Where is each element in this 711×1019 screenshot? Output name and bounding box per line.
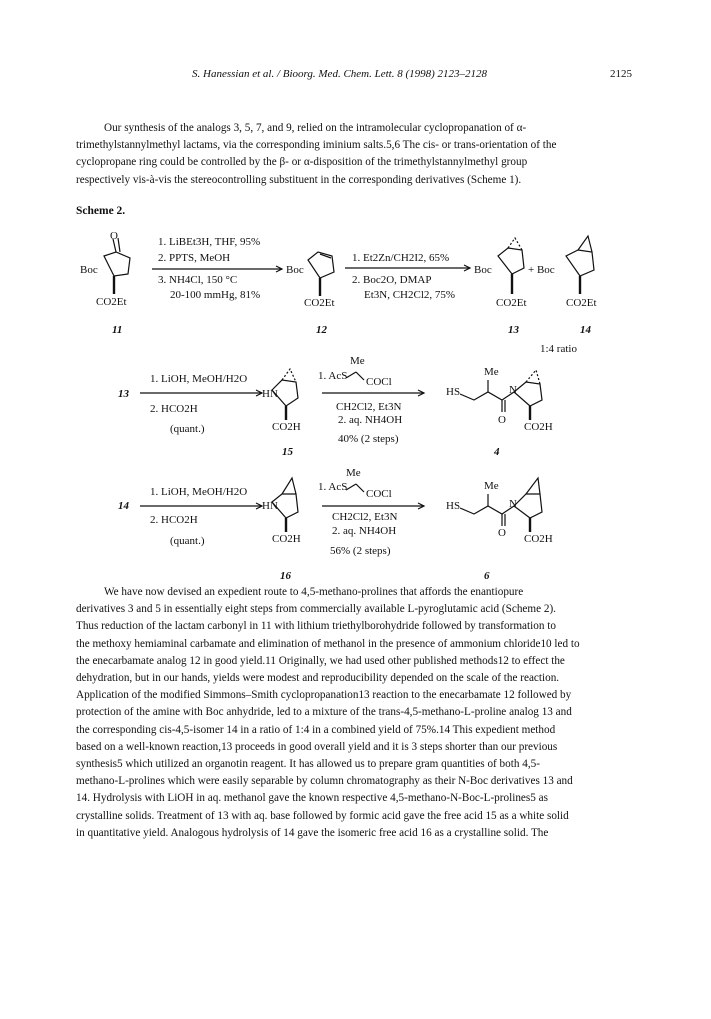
step1-line: 2. PPTS, MeOH <box>158 252 231 264</box>
step3-line: (quant.) <box>170 423 205 435</box>
body-line: derivatives 3 and 5 in essentially eight steps from commercially available L-pyroglutamic acid (Scheme 2). <box>76 603 556 616</box>
atom-me: Me <box>484 366 499 378</box>
step4-line: 2. aq. NH4OH <box>338 414 403 426</box>
step4-line: 1. AcS <box>318 370 348 382</box>
body-line: methano-L-prolines which were easily separable by column chromatography as their N-Boc derivatives 13 and <box>76 775 573 788</box>
compound-label-4: 4 <box>494 446 500 458</box>
step1-line: 3. NH4Cl, 150 °C <box>158 274 238 286</box>
atom-o: O <box>110 230 118 242</box>
atom-hn: HN <box>262 388 278 400</box>
atom-co2et: CO2Et <box>496 297 527 309</box>
body-line: the enecarbamate analog 12 in good yield.11 Originally, we had used other published methods12 to effect the <box>76 654 565 667</box>
body-line: the corresponding cis-4,5-isomer 14 in a ratio of 1:4 in a combined yield of 75%.14 This expedient method <box>76 723 556 736</box>
step6-line: COCl <box>366 488 392 500</box>
step3-line: 1. LiOH, MeOH/H2O <box>150 373 248 385</box>
atom-o: O <box>498 414 506 426</box>
atom-co2et: CO2Et <box>304 297 335 309</box>
body-line: in quantitative yield. Analogous hydrolysis of 14 gave the isomeric free acid 16 as a crystalline solid. The <box>76 826 549 839</box>
intro-line: Our synthesis of the analogs 3, 5, 7, and 9, relied on the intramolecular cyclopropanation of α- <box>104 122 527 134</box>
compound-label-13: 13 <box>508 324 519 336</box>
step4-line: COCl <box>366 376 392 388</box>
atom-co2et: CO2Et <box>566 297 597 309</box>
scheme-title: Scheme 2. <box>76 205 126 217</box>
atom-co2h: CO2H <box>272 533 301 545</box>
atom-n: N <box>509 384 517 396</box>
atom-hs: HS <box>446 386 461 398</box>
body-line: Application of the modified Simmons–Smith cyclopropanation13 reaction to the enecarbamate 12 followed by <box>76 689 572 702</box>
body-line: crystalline solids. Treatment of 13 with aq. base followed by formic acid gave the free acid 15 as a white solid <box>76 809 569 822</box>
body-line: based on a well-known reaction,13 proceeds in good overall yield and it is 3 steps shorter than our previous <box>76 740 558 753</box>
compound-label-13-start: 13 <box>118 388 129 400</box>
body-line: protection of the amine with Boc anhydride, led to a mixture of the trans-4,5-methano-L-proline analog 13 and <box>76 706 572 719</box>
body-line: We have now devised an expedient route to 4,5-methano-prolines that affords the enantiopure <box>104 586 524 598</box>
intro-line: trimethylstannylmethyl lactams, via the corresponding iminium salts.5,6 The cis- or trans-orientation of the <box>76 139 557 152</box>
compound-label-6: 6 <box>484 570 490 582</box>
step5-line: (quant.) <box>170 535 205 547</box>
step6-line: 56% (2 steps) <box>330 545 391 557</box>
body-line: 14. Hydrolysis with LiOH in aq. methanol gave the known respective 4,5-methano-N-Boc-L-prolines5 as <box>76 792 548 805</box>
atom-co2h: CO2H <box>524 533 553 545</box>
atom-boc: Boc <box>474 264 492 276</box>
step6-line: 2. aq. NH4OH <box>332 525 397 537</box>
atom-co2h: CO2H <box>524 421 553 433</box>
atom-me: Me <box>350 355 365 367</box>
step1-line: 1. LiBEt3H, THF, 95% <box>158 236 261 248</box>
step2-line: 2. Boc2O, DMAP <box>352 274 432 286</box>
page-number: 2125 <box>610 68 632 80</box>
step3-line: 2. HCO2H <box>150 403 198 415</box>
step1-line: 20-100 mmHg, 81% <box>170 289 261 301</box>
atom-co2et: CO2Et <box>96 296 127 308</box>
atom-me: Me <box>346 467 361 479</box>
step4-line: CH2Cl2, Et3N <box>336 401 402 413</box>
step6-line: CH2Cl2, Et3N <box>332 511 398 523</box>
step6-line: 1. AcS <box>318 481 348 493</box>
atom-n: N <box>509 498 517 510</box>
atom-boc: Boc <box>286 264 304 276</box>
compound-label-15: 15 <box>282 446 293 458</box>
atom-co2h: CO2H <box>272 421 301 433</box>
atom-boc: Boc <box>80 264 98 276</box>
compound-label-14-start: 14 <box>118 500 129 512</box>
atom-hn: HN <box>262 500 278 512</box>
atom-me: Me <box>484 480 499 492</box>
step2-line: 1. Et2Zn/CH2I2, 65% <box>352 252 450 264</box>
compound-label-14: 14 <box>580 324 591 336</box>
body-line: the methoxy hemiaminal carbamate and elimination of methanol in the presence of ammonium chloride10 led to <box>76 637 580 650</box>
ratio-label: 1:4 ratio <box>540 343 577 355</box>
compound-label-12: 12 <box>316 324 327 336</box>
header-citation: S. Hanessian et al. / Bioorg. Med. Chem. Lett. 8 (1998) 2123–2128 <box>192 68 488 80</box>
step5-line: 1. LiOH, MeOH/H2O <box>150 486 248 498</box>
step2-line: Et3N, CH2Cl2, 75% <box>364 289 456 301</box>
step5-line: 2. HCO2H <box>150 514 198 526</box>
compound-label-11: 11 <box>112 324 123 336</box>
body-line: Thus reduction of the lactam carbonyl in 11 with lithium triethylborohydride followed by transformation to <box>76 620 556 633</box>
atom-o: O <box>498 527 506 539</box>
intro-line: cyclopropane ring could be controlled by the β- or α-disposition of the trimethylstannylmethyl group <box>76 156 528 169</box>
atom-plus-boc: + Boc <box>528 264 555 276</box>
body-line: dehydration, but in our hands, yields were modest and reproducibility depended on the scale of the reaction. <box>76 672 560 685</box>
intro-line: respectively vis-à-vis the stereocontrolling substituent in the corresponding derivatives (Scheme 1). <box>76 173 522 186</box>
atom-hs: HS <box>446 500 461 512</box>
compound-label-16: 16 <box>280 570 291 582</box>
body-paragraph <box>76 584 636 842</box>
body-line: synthesis5 which utilized an organotin reagent. It has allowed us to prepare gram quantities of both 4,5- <box>76 758 540 771</box>
step4-line: 40% (2 steps) <box>338 433 399 445</box>
